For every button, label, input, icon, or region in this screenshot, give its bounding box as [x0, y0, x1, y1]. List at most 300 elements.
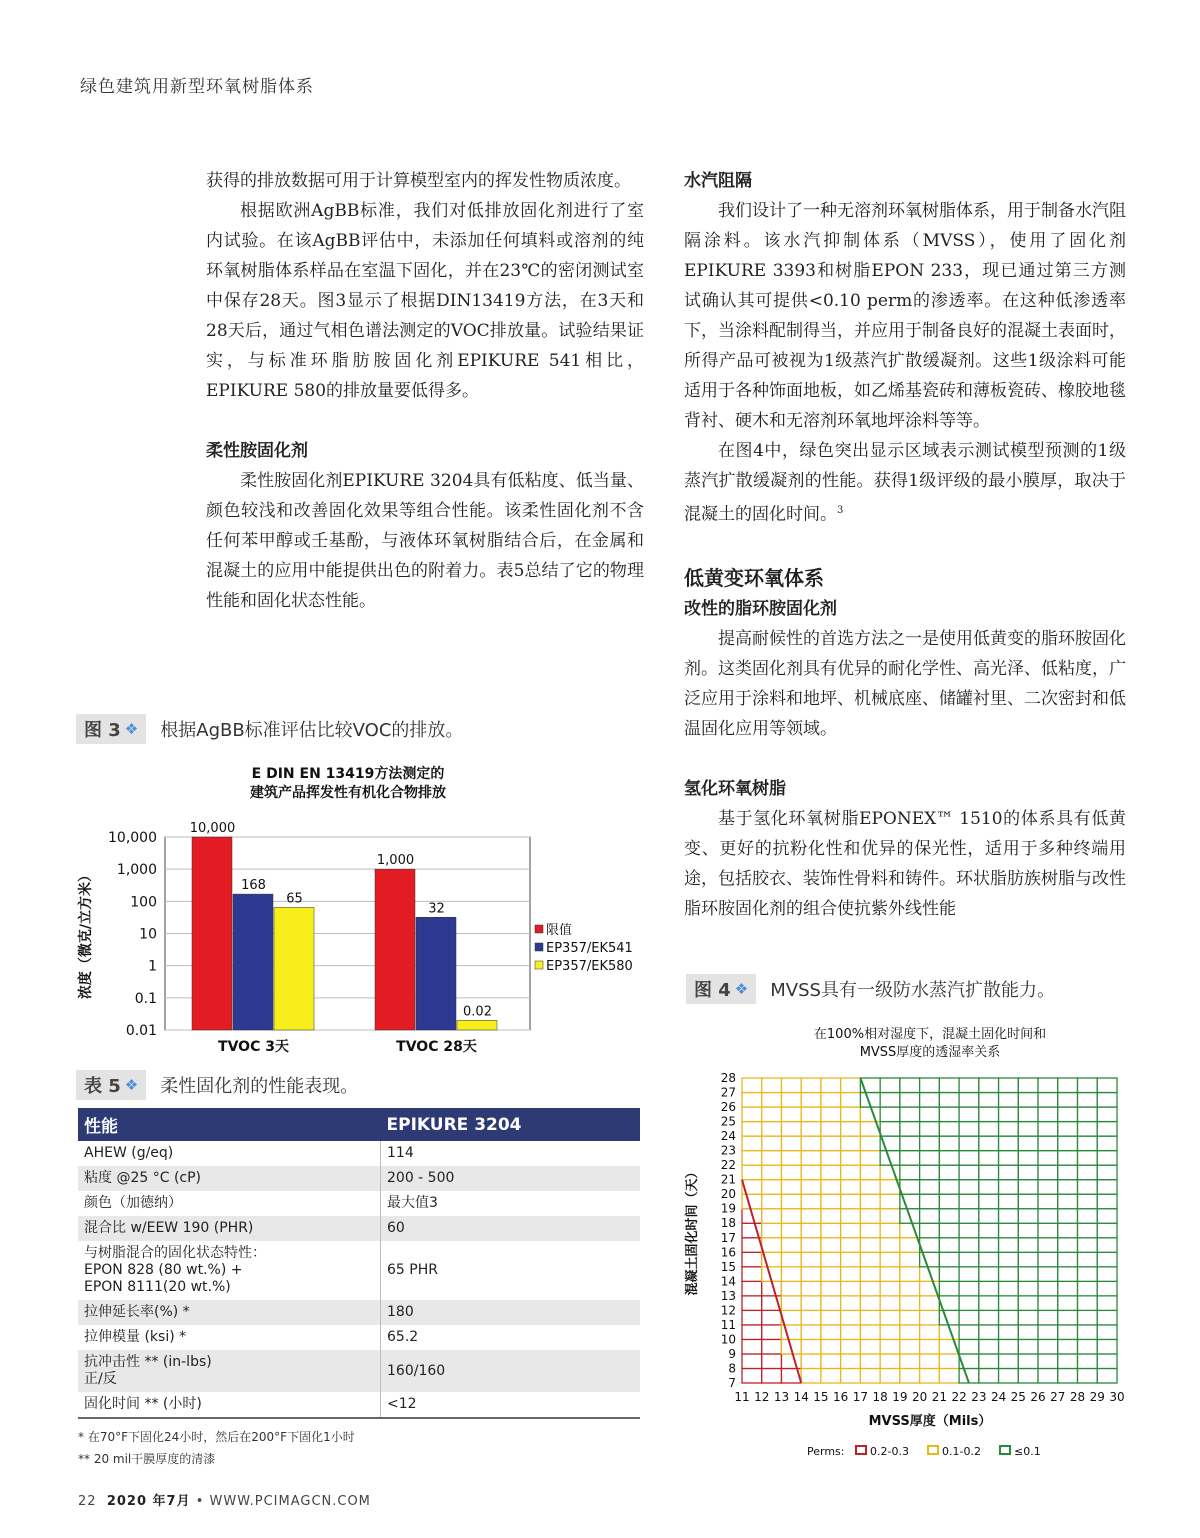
data-label: 10,000 — [189, 821, 236, 836]
table-cell: <12 — [381, 1392, 641, 1418]
figure3-tag — [76, 714, 146, 744]
paragraph: 提高耐候性的首选方法之一是使用低黄变的脂环胺固化剂。这类固化剂具有优异的耐化学性、高光泽、低粘度，广泛应用于涂料和地坪、机械底座、储罐衬里、二次密封和低温固化应用等领域。 — [684, 628, 1126, 739]
grid-cell — [841, 1151, 861, 1166]
grid-cell — [742, 1252, 762, 1267]
grid-cell — [1058, 1281, 1078, 1296]
grid-cell — [841, 1180, 861, 1195]
y-tick-label: 17 — [720, 1230, 736, 1245]
section-heading: 氢化环氧树脂 — [684, 778, 786, 799]
grid-cell — [821, 1209, 841, 1224]
x-tick-label: 21 — [931, 1390, 948, 1404]
grid-cell — [1038, 1151, 1058, 1166]
section-heading: 水汽阻隔 — [684, 171, 752, 191]
grid-cell — [801, 1209, 821, 1224]
y-axis-label: 浓度（微克/立方米） — [78, 867, 94, 1000]
y-tick-label: 12 — [720, 1303, 736, 1318]
grid-cell — [1018, 1093, 1038, 1108]
x-tick-label: 11 — [734, 1390, 750, 1404]
grid-cell — [880, 1267, 900, 1282]
grid-cell — [959, 1223, 979, 1238]
legend-title: Perms: — [807, 1445, 845, 1458]
y-tick-label: 9 — [728, 1346, 736, 1361]
grid-cell — [1038, 1267, 1058, 1282]
grid-cell — [1097, 1151, 1117, 1166]
page-footer — [78, 1490, 371, 1509]
table-cell — [78, 1350, 381, 1392]
y-tick-label: 10 — [720, 1332, 736, 1347]
grid-cell — [860, 1180, 880, 1195]
y-tick-label: 20 — [720, 1187, 736, 1202]
grid-cell — [939, 1252, 959, 1267]
grid-cell — [801, 1354, 821, 1369]
grid-cell — [1038, 1354, 1058, 1369]
grid-cell — [920, 1354, 940, 1369]
grid-cell — [920, 1180, 940, 1195]
grid-cell — [880, 1122, 900, 1137]
grid-cell — [959, 1325, 979, 1340]
page-number: 22 — [78, 1494, 97, 1509]
grid-cell — [762, 1368, 782, 1383]
grid-cell — [821, 1238, 841, 1253]
grid-cell — [1018, 1223, 1038, 1238]
grid-cell — [801, 1325, 821, 1340]
grid-cell — [821, 1136, 841, 1151]
grid-cell — [801, 1122, 821, 1137]
grid-cell — [900, 1281, 920, 1296]
paragraph: 柔性胺固化剂EPIKURE 3204具有低粘度、低当量、颜色较浅和改善固化效果等组合性能。该柔性固化剂不含任何苯甲醇或壬基酚，与液体环氧树脂结合后，在金属和混凝土的应用中能提供出色的附着力。表5总结了它的物理性能和固化状态性能。 — [206, 471, 644, 611]
grid-cell — [762, 1107, 782, 1122]
grid-cell — [1097, 1180, 1117, 1195]
grid-cell — [801, 1296, 821, 1311]
grid-cell — [841, 1194, 861, 1209]
grid-cell — [1018, 1281, 1038, 1296]
grid-cell — [939, 1107, 959, 1122]
grid-cell — [1018, 1252, 1038, 1267]
bar — [192, 837, 232, 1030]
grid-cell — [939, 1281, 959, 1296]
grid-cell — [801, 1093, 821, 1108]
performance-table — [78, 1108, 640, 1419]
grid-cell — [1097, 1078, 1117, 1093]
legend-label: EP357/EK541 — [546, 941, 633, 956]
grid-cell — [979, 1223, 999, 1238]
grid-cell — [860, 1209, 880, 1224]
grid-cell — [1018, 1165, 1038, 1180]
figure4-label — [686, 974, 1055, 1004]
grid-cell — [979, 1354, 999, 1369]
grid-cell — [762, 1209, 782, 1224]
grid-cell — [920, 1368, 940, 1383]
grid-cell — [999, 1078, 1019, 1093]
table5-tag — [76, 1070, 146, 1100]
grid-cell — [1097, 1354, 1117, 1369]
grid-cell — [1018, 1209, 1038, 1224]
grid-cell — [1097, 1368, 1117, 1383]
grid-cell — [841, 1354, 861, 1369]
y-tick-label: 1,000 — [116, 862, 157, 879]
y-tick-label: 28 — [720, 1071, 736, 1085]
grid-cell — [1018, 1238, 1038, 1253]
table-cell: 混合比 w/EEW 190 (PHR) — [78, 1216, 381, 1241]
grid-cell — [1097, 1281, 1117, 1296]
paragraph: 根据欧洲AgBB标准，我们对低排放固化剂进行了室内试验。在该AgBB评估中，未添加任何填料或溶剂的纯环氧树脂体系样品在室温下固化，并在23℃的密闭测试室中保存28天。图3显示了根据DIN13419方法，在3天和28天后，通过气相色谱法测定的VOC排放量。试验结果证实，与标准环脂肪胺固化剂EPIKURE 541相比，EPIKURE 580的排放量要低得多。 — [206, 201, 644, 401]
grid-cell — [1038, 1281, 1058, 1296]
grid-cell — [959, 1281, 979, 1296]
grid-cell — [880, 1194, 900, 1209]
grid-cell — [979, 1252, 999, 1267]
grid-cell — [781, 1281, 801, 1296]
grid-cell — [801, 1151, 821, 1166]
grid-cell — [959, 1093, 979, 1108]
grid-cell — [1097, 1296, 1117, 1311]
grid-cell — [880, 1093, 900, 1108]
grid-cell — [742, 1296, 762, 1311]
grid-cell — [781, 1136, 801, 1151]
grid-cell — [1058, 1165, 1078, 1180]
grid-cell — [762, 1180, 782, 1195]
grid-cell — [1018, 1325, 1038, 1340]
grid-cell — [860, 1252, 880, 1267]
x-tick-label: 16 — [833, 1390, 849, 1404]
footer-separator: • — [195, 1494, 205, 1509]
grid-cell — [1058, 1252, 1078, 1267]
grid-cell — [1078, 1093, 1098, 1108]
grid-cell — [860, 1296, 880, 1311]
x-tick-label: 20 — [911, 1390, 928, 1404]
reference-mark: 3 — [837, 505, 844, 516]
grid-cell — [821, 1093, 841, 1108]
grid-cell — [939, 1078, 959, 1093]
grid-cell — [1038, 1296, 1058, 1311]
figure4-tag-text: 图 4 — [694, 980, 731, 1001]
legend-swatch — [535, 943, 543, 951]
grid-cell — [900, 1296, 920, 1311]
grid-cell — [1078, 1151, 1098, 1166]
grid-cell — [900, 1151, 920, 1166]
grid-cell — [979, 1325, 999, 1340]
grid-cell — [959, 1194, 979, 1209]
grid-cell — [959, 1209, 979, 1224]
table-cell — [78, 1241, 381, 1300]
footnote: ** 20 mil干膜厚度的清漆 — [78, 1452, 216, 1466]
grid-cell — [939, 1136, 959, 1151]
grid-cell — [1078, 1281, 1098, 1296]
grid-cell — [841, 1368, 861, 1383]
table-cell: 60 — [381, 1216, 641, 1241]
grid-cell — [999, 1368, 1019, 1383]
grid-cell — [1078, 1223, 1098, 1238]
right-column — [684, 166, 1126, 924]
grid-cell — [979, 1136, 999, 1151]
grid-cell — [742, 1107, 762, 1122]
x-tick-label: 18 — [872, 1390, 888, 1404]
grid-cell — [762, 1339, 782, 1354]
grid-cell — [920, 1165, 940, 1180]
grid-cell — [841, 1136, 861, 1151]
grid-cell — [742, 1325, 762, 1340]
grid-cell — [1038, 1180, 1058, 1195]
grid-cell — [939, 1180, 959, 1195]
grid-cell — [1058, 1180, 1078, 1195]
grid-cell — [1058, 1296, 1078, 1311]
grid-cell — [900, 1238, 920, 1253]
grid-cell — [1058, 1238, 1078, 1253]
grid-cell — [999, 1238, 1019, 1253]
grid-cell — [801, 1078, 821, 1093]
table5-label — [76, 1070, 358, 1100]
grid-cell — [979, 1267, 999, 1282]
grid-cell — [959, 1151, 979, 1166]
grid-cell — [1018, 1194, 1038, 1209]
grid-cell — [1038, 1209, 1058, 1224]
grid-cell — [1097, 1093, 1117, 1108]
grid-cell — [1097, 1223, 1117, 1238]
grid-cell — [742, 1267, 762, 1282]
x-tick-label: TVOC 28天 — [396, 1039, 477, 1055]
y-tick-label: 1 — [148, 958, 157, 975]
table-cell: 114 — [381, 1141, 641, 1166]
grid-cell — [959, 1136, 979, 1151]
table-cell: 固化时间 ** (小时) — [78, 1392, 381, 1418]
grid-cell — [900, 1267, 920, 1282]
grid-cell — [999, 1310, 1019, 1325]
grid-cell — [841, 1339, 861, 1354]
grid-cell — [762, 1310, 782, 1325]
legend-swatch — [856, 1446, 866, 1454]
grid-cell — [860, 1165, 880, 1180]
y-tick-label: 18 — [720, 1216, 736, 1231]
grid-cell — [1078, 1368, 1098, 1383]
grid-cell — [742, 1354, 762, 1369]
legend-swatch — [535, 961, 543, 969]
table-cell: 180 — [381, 1300, 641, 1325]
paragraph: 获得的排放数据可用于计算模型室内的挥发性物质浓度。 — [206, 171, 631, 191]
grid-cell — [939, 1194, 959, 1209]
grid-cell — [821, 1107, 841, 1122]
grid-cell — [939, 1122, 959, 1137]
grid-cell — [821, 1325, 841, 1340]
grid-cell — [1078, 1209, 1098, 1224]
grid-cell — [999, 1281, 1019, 1296]
table-row — [78, 1325, 640, 1350]
grid-cell — [880, 1368, 900, 1383]
grid-cell — [762, 1165, 782, 1180]
grid-cell — [821, 1339, 841, 1354]
grid-cell — [821, 1267, 841, 1282]
table-row — [78, 1350, 640, 1392]
grid-cell — [939, 1354, 959, 1369]
y-axis-label: 混凝土固化时间（天） — [685, 1165, 700, 1296]
grid-cell — [821, 1122, 841, 1137]
grid-cell — [959, 1267, 979, 1282]
grid-cell — [880, 1325, 900, 1340]
table-row — [78, 1216, 640, 1241]
table-row — [78, 1141, 640, 1166]
paragraph: 我们设计了一种无溶剂环氧树脂体系，用于制备水汽阻隔涂料。该水汽抑制体系（MVSS），使用了固化剂EPIKURE 3393和树脂EPON 233，现已通过第三方测试确认其可提供<0.10 perm的渗透率。在这种低渗透率下，当涂料配制得当，并应用于制备良好的混凝土表面时，所得产品可被视为1级蒸汽扩散缓凝剂。这些1级涂料可能适用于各种饰面地板，如乙烯基瓷砖和薄板瓷砖、橡胶地毯背衬、硬木和无溶剂环氧地坪涂料等等。 — [684, 201, 1126, 431]
grid-cell — [1018, 1151, 1038, 1166]
grid-cell — [1078, 1165, 1098, 1180]
grid-cell — [959, 1238, 979, 1253]
grid-cell — [939, 1209, 959, 1224]
grid-cell — [999, 1136, 1019, 1151]
grid-cell — [959, 1107, 979, 1122]
grid-cell — [762, 1078, 782, 1093]
grid-cell — [762, 1354, 782, 1369]
grid-cell — [939, 1093, 959, 1108]
grid-cell — [959, 1165, 979, 1180]
legend-swatch — [535, 925, 543, 933]
grid-cell — [880, 1238, 900, 1253]
grid-cell — [1018, 1136, 1038, 1151]
legend-label: EP357/EK580 — [546, 959, 633, 974]
grid-cell — [999, 1354, 1019, 1369]
y-tick-label: 100 — [130, 894, 157, 911]
diamond-icon: ❖ — [734, 980, 749, 998]
y-tick-label: 14 — [720, 1274, 736, 1289]
grid-cell — [801, 1107, 821, 1122]
grid-cell — [801, 1194, 821, 1209]
grid-cell — [1058, 1223, 1078, 1238]
grid-cell — [860, 1325, 880, 1340]
grid-cell — [1078, 1194, 1098, 1209]
legend-label: 限值 — [546, 923, 573, 938]
grid-cell — [860, 1310, 880, 1325]
grid-cell — [900, 1339, 920, 1354]
chart-title: 在100%相对湿度下，混凝土固化时间和 — [813, 1027, 1047, 1042]
table-cell: AHEW (g/eq) — [78, 1141, 381, 1166]
grid-cell — [860, 1107, 880, 1122]
grid-cell — [801, 1310, 821, 1325]
grid-cell — [1058, 1339, 1078, 1354]
table-row — [78, 1241, 640, 1300]
grid-cell — [1018, 1354, 1038, 1369]
grid-cell — [959, 1122, 979, 1137]
grid-cell — [841, 1107, 861, 1122]
x-tick-label: 25 — [1010, 1390, 1026, 1404]
grid-cell — [841, 1325, 861, 1340]
grid-cell — [860, 1339, 880, 1354]
mvss-grid-chart — [680, 1020, 1150, 1470]
legend-label: 0.1-0.2 — [942, 1445, 981, 1458]
y-tick-label: 13 — [720, 1288, 736, 1303]
table-header-row — [78, 1108, 640, 1141]
grid-cell — [781, 1296, 801, 1311]
grid-cell — [1038, 1252, 1058, 1267]
grid-cell — [781, 1194, 801, 1209]
grid-cell — [742, 1310, 762, 1325]
grid-cell — [939, 1151, 959, 1166]
grid-cell — [880, 1209, 900, 1224]
grid-cell — [1058, 1078, 1078, 1093]
grid-cell — [900, 1078, 920, 1093]
x-tick-label: 23 — [971, 1390, 987, 1404]
grid-cell — [880, 1252, 900, 1267]
grid-cell — [1097, 1136, 1117, 1151]
website: WWW.PCIMAGCN.COM — [209, 1494, 371, 1509]
y-tick-label: 24 — [720, 1129, 736, 1144]
y-tick-label: 19 — [720, 1201, 736, 1216]
grid-cell — [841, 1078, 861, 1093]
grid-cell — [900, 1368, 920, 1383]
x-tick-label: 28 — [1069, 1390, 1086, 1404]
grid-cell — [781, 1223, 801, 1238]
grid-cell — [742, 1368, 762, 1383]
grid-cell — [979, 1238, 999, 1253]
grid-cell — [762, 1223, 782, 1238]
x-tick-label: 22 — [951, 1390, 967, 1404]
x-tick-label: 27 — [1050, 1390, 1066, 1404]
grid-cell — [999, 1107, 1019, 1122]
grid-cell — [1038, 1194, 1058, 1209]
grid-cell — [920, 1223, 940, 1238]
grid-cell — [781, 1238, 801, 1253]
grid-cell — [999, 1339, 1019, 1354]
grid-cell — [821, 1151, 841, 1166]
grid-cell — [801, 1223, 821, 1238]
grid-cell — [939, 1238, 959, 1253]
grid-cell — [821, 1368, 841, 1383]
grid-cell — [1078, 1310, 1098, 1325]
grid-cell — [900, 1252, 920, 1267]
grid-cell — [1097, 1325, 1117, 1340]
grid-cell — [801, 1136, 821, 1151]
grid-cell — [742, 1078, 762, 1093]
grid-cell — [979, 1281, 999, 1296]
grid-cell — [841, 1310, 861, 1325]
data-label: 32 — [428, 901, 445, 917]
y-tick-label: 10 — [139, 926, 157, 943]
grid-cell — [1058, 1209, 1078, 1224]
y-tick-label: 22 — [720, 1158, 736, 1173]
grid-cell — [999, 1296, 1019, 1311]
grid-cell — [1018, 1267, 1038, 1282]
grid-cell — [939, 1310, 959, 1325]
grid-cell — [1018, 1310, 1038, 1325]
grid-cell — [880, 1339, 900, 1354]
grid-cell — [900, 1180, 920, 1195]
grid-cell — [781, 1252, 801, 1267]
section-heading: 柔性胺固化剂 — [206, 441, 308, 461]
running-title: 绿色建筑用新型环氧树脂体系 — [80, 77, 314, 97]
grid-cell — [742, 1093, 762, 1108]
cell-line: EPON 828 (80 wt.%) + — [84, 1262, 243, 1278]
grid-cell — [1018, 1180, 1038, 1195]
grid-cell — [999, 1093, 1019, 1108]
grid-cell — [999, 1180, 1019, 1195]
table-row — [78, 1300, 640, 1325]
data-label: 0.02 — [463, 1004, 492, 1020]
grid-cell — [979, 1296, 999, 1311]
grid-cell — [1058, 1368, 1078, 1383]
cell-line: 正/反 — [84, 1371, 117, 1387]
grid-cell — [1038, 1136, 1058, 1151]
y-tick-label: 16 — [720, 1245, 736, 1260]
grid-cell — [841, 1122, 861, 1137]
x-axis-label: MVSS厚度（Mils） — [868, 1414, 992, 1429]
y-tick-label: 23 — [720, 1143, 736, 1158]
x-tick-label: 30 — [1109, 1390, 1125, 1404]
grid-cell — [781, 1093, 801, 1108]
grid-cell — [1097, 1339, 1117, 1354]
y-tick-label: 0.01 — [125, 1023, 157, 1039]
grid-cell — [801, 1238, 821, 1253]
grid-cell — [920, 1194, 940, 1209]
x-tick-label: TVOC 3天 — [218, 1039, 289, 1055]
grid-cell — [860, 1368, 880, 1383]
paragraph: 基于氢化环氧树脂EPONEX™ 1510的体系具有低黄变、更好的抗粉化性和优异的保光性，适用于多种终端用途，包括胶衣、装饰性骨料和铸件。环状脂肪族树脂与改性脂环胺固化剂的组合使抗紫外线性能 — [684, 808, 1126, 919]
x-tick-label: 14 — [793, 1390, 809, 1404]
grid-cell — [1038, 1078, 1058, 1093]
